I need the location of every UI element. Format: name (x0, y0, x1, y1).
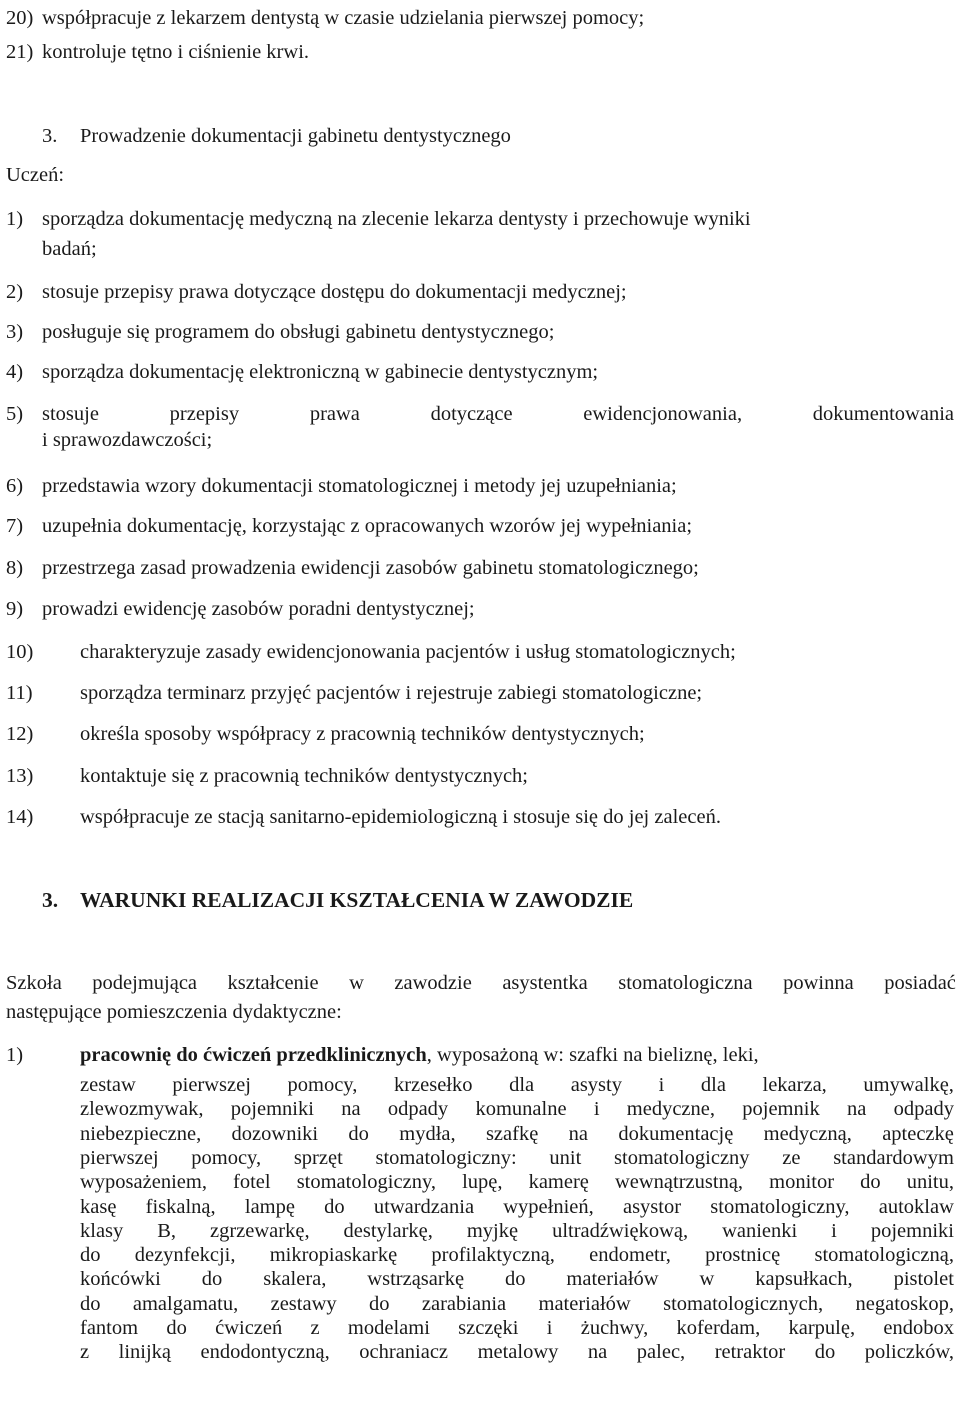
word: mydła, (399, 1122, 456, 1145)
word: standardowym (833, 1146, 954, 1169)
word: do (814, 1341, 836, 1364)
list-number: 7) (6, 515, 24, 537)
room-description-line (80, 1097, 954, 1121)
word: wypełnień, (503, 1195, 594, 1218)
room-description-line (80, 1316, 954, 1340)
word: retraktor (714, 1341, 786, 1364)
word: unit (549, 1146, 582, 1169)
word: pomocy, (287, 1074, 358, 1096)
room-description-line (80, 1243, 954, 1267)
list-number: 12) (6, 723, 34, 745)
word: myjkę (466, 1219, 519, 1242)
word: zawodzie (394, 972, 472, 994)
word: lupę, (462, 1171, 503, 1194)
list-item-text: przestrzega zasad prowadzenia ewidencji zasobów gabinetu stomatologicznego; (42, 557, 699, 579)
word: pojemniki (870, 1219, 954, 1242)
word: dezynfekcji, (134, 1244, 236, 1267)
word: do (80, 1244, 101, 1267)
word: asysty (570, 1074, 622, 1096)
word: i (546, 1317, 553, 1339)
word: prostnicę (705, 1244, 781, 1267)
word: ultradźwiękową, (552, 1219, 689, 1242)
word: fotel (233, 1171, 271, 1194)
word: unitu, (906, 1171, 954, 1194)
word: zlewozmywak, (80, 1098, 204, 1121)
list-item-text-continued: badań; (42, 238, 97, 260)
room-description-line (80, 1122, 954, 1146)
list-number: 20) (6, 7, 34, 29)
word: linijką (118, 1341, 172, 1364)
word: zarabiania (421, 1292, 507, 1315)
word: utwardzania (373, 1195, 475, 1218)
word: powinna (783, 972, 854, 994)
list-item-text: przedstawia wzory dokumentacji stomatologicznej i metody jej uzupełniania; (42, 475, 677, 497)
word: na (568, 1122, 588, 1145)
word: pomocy, (191, 1146, 262, 1169)
list-item-text: charakteryzuje zasady ewidencjonowania pacjentów i usług stomatologicznych; (80, 641, 736, 663)
word: negatoskop, (855, 1292, 954, 1315)
word: w (699, 1268, 715, 1291)
word: endodontyczną, (200, 1341, 330, 1364)
list-number: 2) (6, 281, 24, 303)
word: do (80, 1292, 101, 1315)
word: końcówki (80, 1268, 161, 1291)
word: stosuje (42, 403, 99, 425)
room-description-line (80, 1267, 954, 1291)
room-line (80, 1043, 759, 1067)
word: szczęki (458, 1317, 519, 1339)
word: i (658, 1074, 665, 1096)
list-item-text: kontroluje tętno i ciśnienie krwi. (42, 41, 310, 63)
list-item-text: sporządza terminarz przyjęć pacjentów i rejestruje zabiegi stomatologiczne; (80, 682, 703, 704)
word: endometr, (589, 1244, 671, 1267)
list-number: 13) (6, 765, 34, 787)
list-number: 11) (6, 682, 33, 704)
word: palec, (636, 1341, 686, 1364)
list-item-text-continued: i sprawozdawczości; (42, 429, 213, 451)
word: dla (509, 1074, 535, 1096)
list-number: 21) (6, 41, 34, 63)
word: i (831, 1219, 837, 1242)
word: do (324, 1195, 345, 1218)
word: pierwszej (80, 1146, 159, 1169)
word: kształcenie (227, 972, 319, 994)
word: dotyczące (430, 403, 513, 425)
word: kapsułkach, (755, 1268, 853, 1291)
room-name: pracownię do ćwiczeń przedklinicznych (80, 1044, 427, 1066)
list-number: 14) (6, 806, 34, 828)
list-number: 4) (6, 361, 24, 383)
word: kamerę (528, 1171, 589, 1194)
word: do (860, 1171, 881, 1194)
word: profilaktyczną, (431, 1244, 555, 1267)
word: do (504, 1268, 526, 1291)
word: ewidencjonowania, (583, 403, 743, 425)
word: i (593, 1098, 600, 1121)
word: na (341, 1098, 361, 1121)
word: fiskalną, (145, 1195, 216, 1218)
list-item-text: współpracuje z lekarzem dentystą w czasie udzielania pierwszej pomocy; (42, 7, 645, 29)
list-number: 8) (6, 557, 24, 579)
word: sprzęt (293, 1146, 343, 1169)
word: komunalne (475, 1098, 567, 1121)
word: medyczną, (763, 1122, 852, 1145)
word: podejmująca (92, 972, 198, 994)
word: pojemniki (230, 1098, 314, 1121)
word: koferdam, (676, 1317, 761, 1339)
word: lekarza, (762, 1074, 827, 1096)
list-number: 1) (6, 1044, 24, 1066)
word: wanienki (722, 1219, 798, 1242)
list-number: 10) (6, 641, 34, 663)
list-item-text: sporządza dokumentację medyczną na zlecenie lekarza dentysty i przechowuje wyniki (42, 208, 751, 230)
word: krzesełko (393, 1074, 473, 1096)
word: metalowy (477, 1341, 559, 1364)
word: posiadać (884, 972, 956, 994)
word: ochraniacz (359, 1341, 449, 1364)
word: szafkę (485, 1122, 539, 1145)
word: pojemnik (742, 1098, 820, 1121)
word: prawa (309, 403, 360, 425)
word: wstrząsarkę (367, 1268, 465, 1291)
list-item-text: sporządza dokumentację elektroniczną w gabinecie dentystycznym; (42, 361, 599, 383)
word: karpulę, (788, 1317, 856, 1339)
word: monitor (769, 1171, 835, 1194)
list-number: 5) (6, 403, 24, 425)
list-number: 6) (6, 475, 24, 497)
word: destylarkę, (343, 1219, 433, 1242)
list-item-text: określa sposoby współpracy z pracownią techników dentystycznych; (80, 723, 645, 745)
section-number: 3. (42, 125, 58, 147)
intro-paragraph-line: następujące pomieszczenia dydaktyczne: (6, 1001, 342, 1023)
word: apteczkę (882, 1122, 954, 1145)
word: stomatologiczny, (710, 1195, 850, 1218)
word: zestawy (270, 1292, 337, 1315)
word: w (349, 972, 364, 994)
room-description-line (80, 1340, 954, 1364)
word: medyczne, (626, 1098, 715, 1121)
word: skalera, (263, 1268, 327, 1291)
word: B, (157, 1219, 177, 1242)
word: fantom (80, 1317, 139, 1339)
word: z (310, 1317, 320, 1339)
list-item-text: uzupełnia dokumentację, korzystając z opracowanych wzorów jej wypełniania; (42, 515, 693, 537)
word: modelami (347, 1317, 430, 1339)
word: stomatologiczny, (296, 1171, 436, 1194)
word: na (587, 1341, 608, 1364)
word: stomatologicznych, (663, 1292, 824, 1315)
list-item-text: współpracuje ze stacją sanitarno-epidemiologiczną i stosuje się do jej zaleceń. (80, 806, 721, 828)
word: asystentka (502, 972, 588, 994)
list-item-text: kontaktuje się z pracownią techników dentystycznych; (80, 765, 529, 787)
room-description-line (80, 1219, 954, 1243)
word: klasy (80, 1219, 124, 1242)
room-description-line (80, 1195, 954, 1219)
word: kasę (80, 1195, 117, 1218)
word: endobox (883, 1317, 954, 1339)
word: stomatologiczną, (814, 1244, 954, 1267)
room-description-line (80, 1146, 954, 1170)
intro-paragraph-line (6, 971, 956, 995)
room-description-line (80, 1170, 954, 1194)
word: do (369, 1292, 390, 1315)
word: dokumentację (618, 1122, 734, 1145)
word: dla (700, 1074, 726, 1096)
word: policzków, (864, 1341, 954, 1364)
word: żuchwy, (580, 1317, 649, 1339)
room-description-line (80, 1073, 954, 1097)
word: wyposażeniem, (80, 1171, 207, 1194)
word: umywalkę, (863, 1074, 954, 1096)
word: do (166, 1317, 187, 1339)
word: stomatologiczny: (375, 1146, 517, 1169)
word: amalgamatu, (132, 1292, 239, 1315)
word: materiałów (538, 1292, 631, 1315)
word: stomatologiczna (618, 972, 753, 994)
list-item-text: posługuje się programem do obsługi gabinetu dentystycznego; (42, 321, 555, 343)
word: zestaw (80, 1074, 136, 1096)
section-heading: Prowadzenie dokumentacji gabinetu dentystycznego (80, 125, 511, 147)
word: zgrzewarkę, (210, 1219, 310, 1242)
word: z (80, 1341, 90, 1364)
list-number: 9) (6, 598, 24, 620)
word: autoklaw (878, 1195, 954, 1218)
room-description-line (80, 1292, 954, 1316)
chapter-heading: WARUNKI REALIZACJI KSZTAŁCENIA W ZAWODZIE (80, 888, 634, 912)
list-number: 3) (6, 321, 24, 343)
word: dokumentowania (812, 403, 954, 425)
word: asystor (622, 1195, 682, 1218)
word: materiałów (566, 1268, 659, 1291)
word: ćwiczeń (215, 1317, 283, 1339)
word: lampę (244, 1195, 295, 1218)
word: przepisy (169, 403, 240, 425)
word: odpady (893, 1098, 954, 1121)
word: dozowniki (231, 1122, 319, 1145)
word: mikropiaskarkę (269, 1244, 398, 1267)
word: pistolet (893, 1268, 954, 1291)
list-item-text: stosuje przepisy prawa dotyczące dostępu do dokumentacji medycznej; (42, 281, 627, 303)
word: ze (782, 1146, 801, 1169)
room-description: , wyposażoną w: szafki na bieliznę, leki, (426, 1044, 759, 1066)
word: stomatologiczny (614, 1146, 750, 1169)
chapter-number: 3. (42, 888, 59, 912)
list-item-text: prowadzi ewidencję zasobów poradni dentystycznej; (42, 598, 475, 620)
word: do (201, 1268, 223, 1291)
word: pierwszej (172, 1074, 251, 1096)
word: niebezpieczne, (80, 1122, 202, 1145)
word: do (348, 1122, 369, 1145)
student-label: Uczeń: (6, 164, 65, 186)
list-item-text (42, 402, 954, 426)
list-number: 1) (6, 208, 24, 230)
word: na (846, 1098, 867, 1121)
word: Szkoła (6, 972, 62, 994)
word: wewnątrzustną, (614, 1171, 744, 1194)
word: odpady (387, 1098, 449, 1121)
